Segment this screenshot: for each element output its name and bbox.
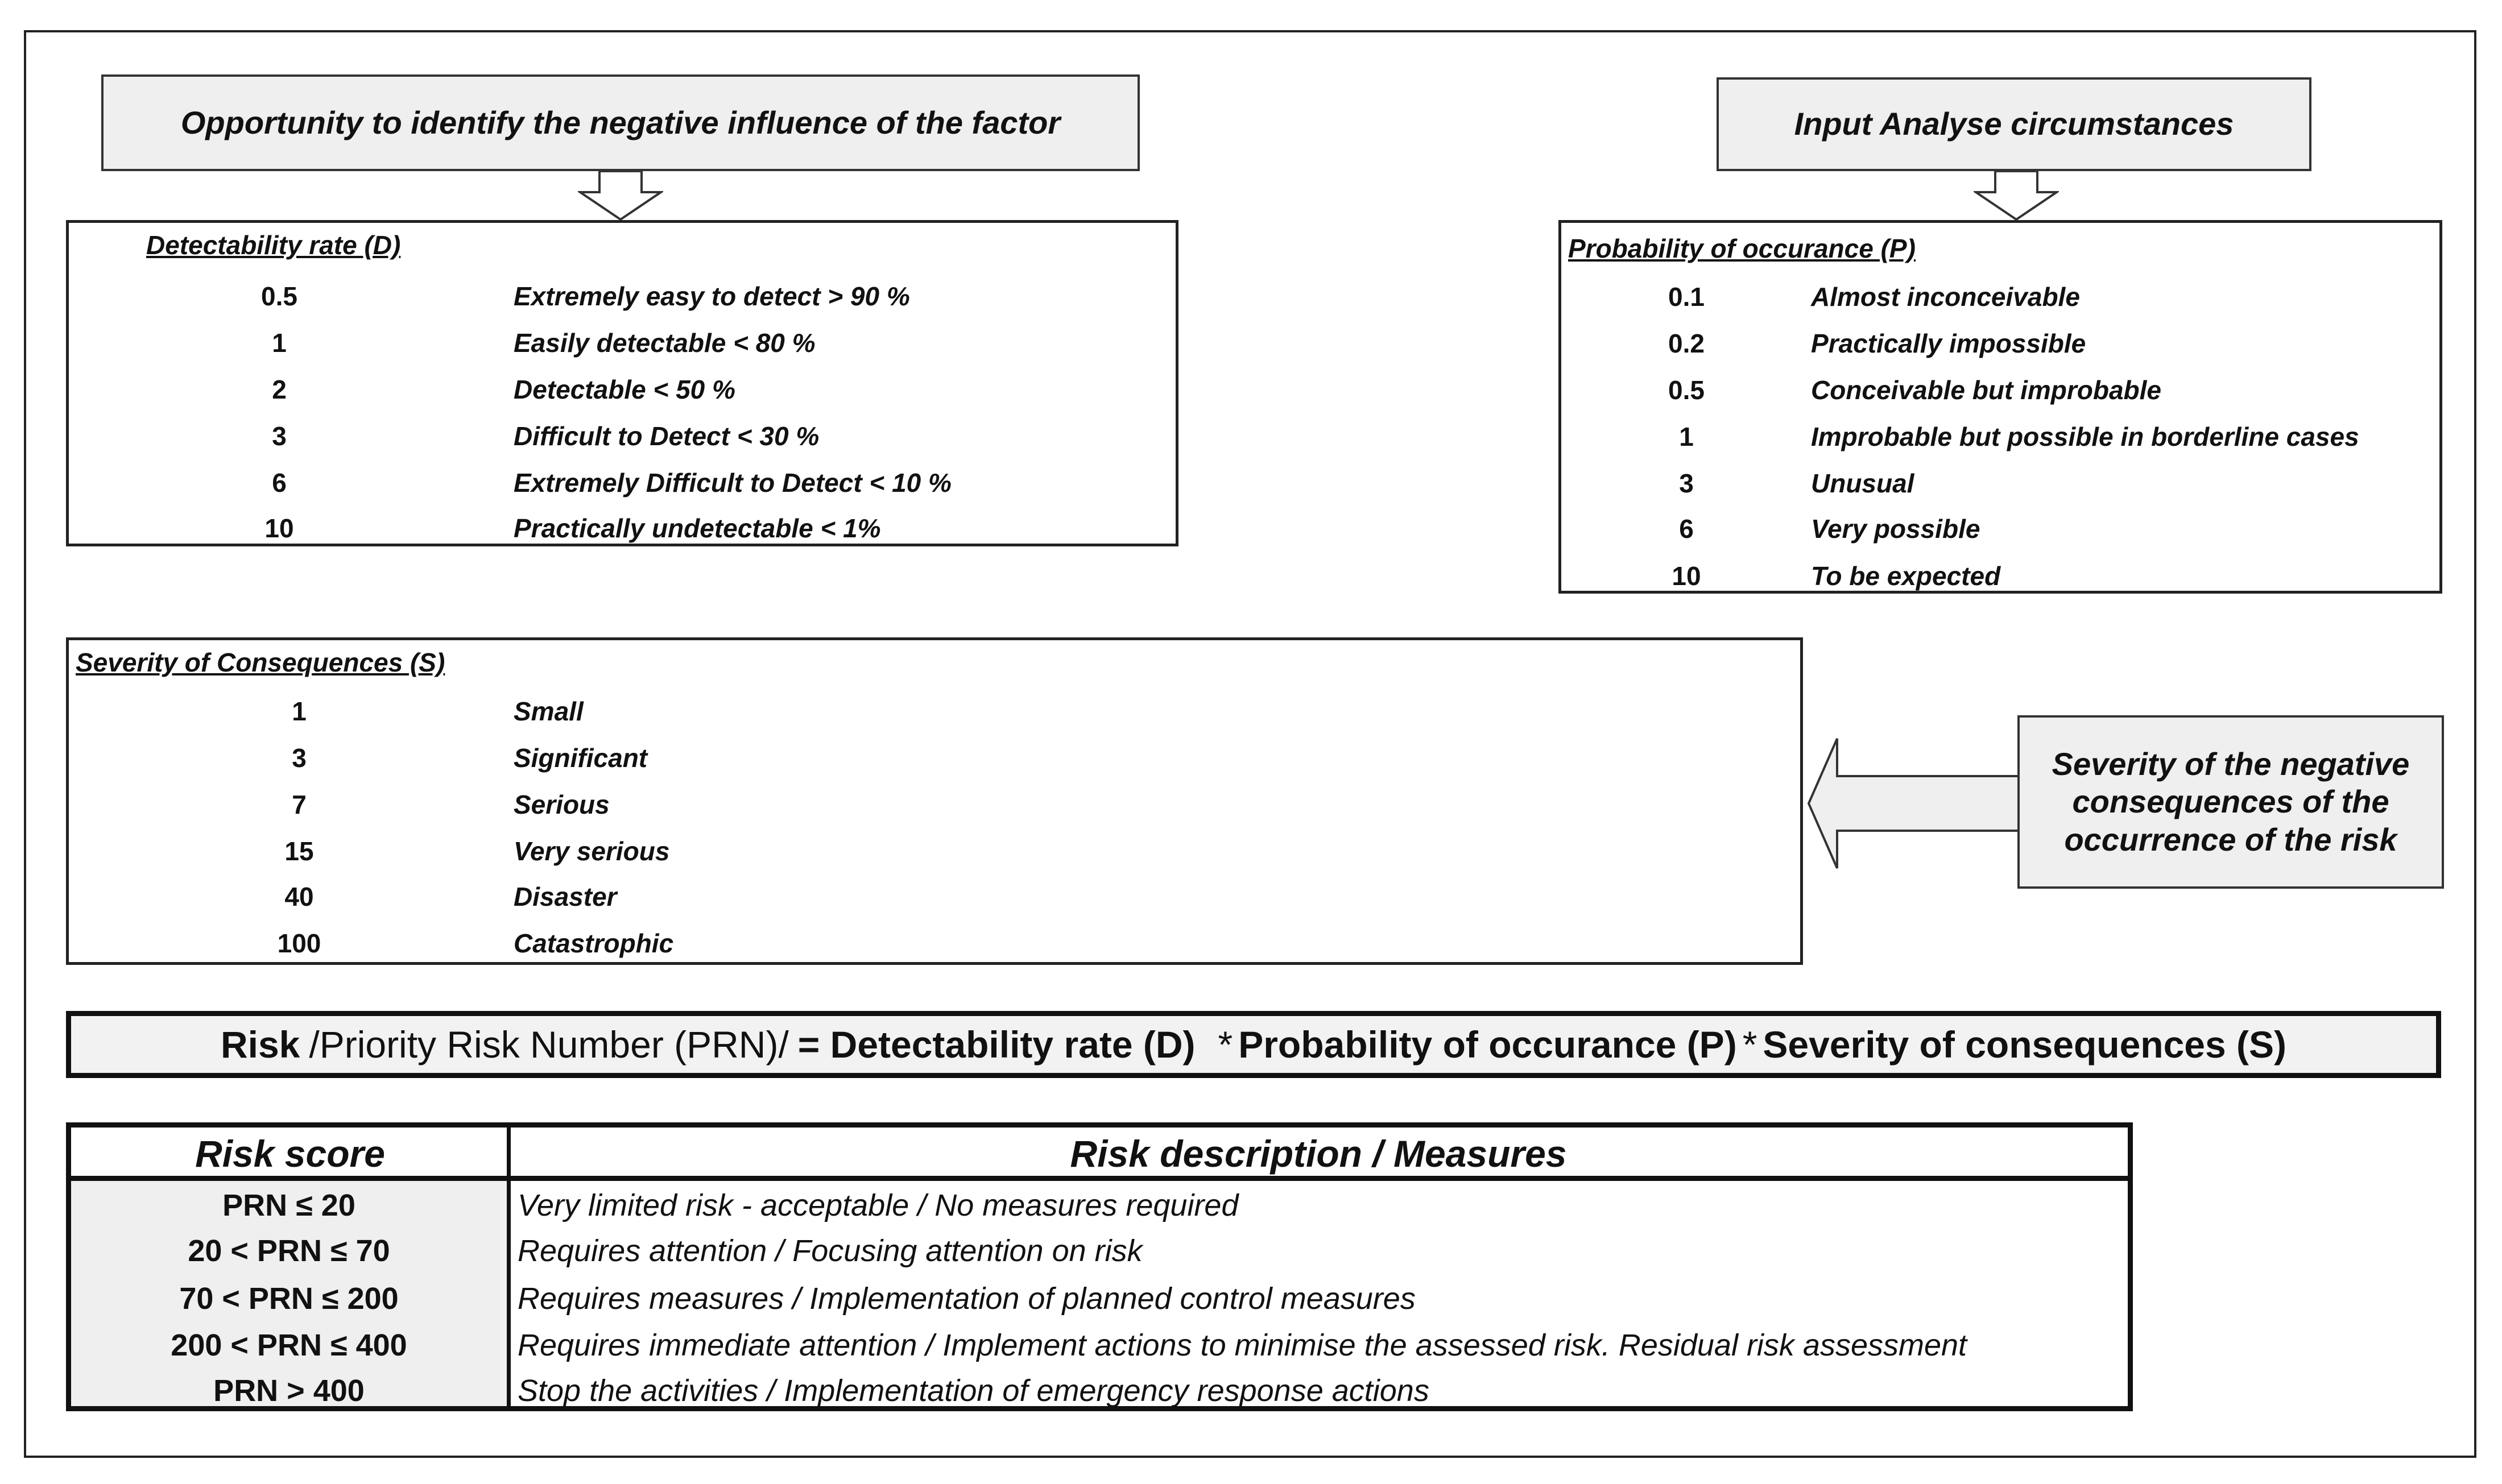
row-value: 6 — [272, 468, 287, 498]
table-row — [71, 1182, 2128, 1229]
table-row — [1561, 553, 2439, 599]
table-row — [69, 505, 1176, 552]
row-value: 100 — [277, 928, 321, 958]
severity-table — [66, 637, 1803, 965]
row-description: Practically undetectable < 1% — [514, 513, 881, 543]
row-value: 2 — [272, 375, 287, 404]
risk-score: 20 < PRN ≤ 70 — [188, 1234, 390, 1268]
row-description: Catastrophic — [514, 928, 674, 958]
detectability-input-callout: Opportunity to identify the negative influence of the factor — [101, 74, 1140, 171]
row-value: 40 — [284, 882, 314, 911]
risk-formula: Risk /Priority Risk Number (PRN)/ = Detectability rate (D) * Probability of occurance (P) * Severity of consequences (S) — [66, 1011, 2441, 1078]
table-row — [69, 688, 1800, 735]
row-description: Disaster — [514, 882, 617, 911]
row-value: 10 — [264, 513, 294, 543]
table-row — [71, 1228, 2128, 1274]
left-arrow-icon — [1806, 735, 2025, 872]
severity-title: Severity of Consequences (S) — [76, 648, 445, 677]
table-row — [71, 1275, 2128, 1322]
risk-score: 200 < PRN ≤ 400 — [171, 1328, 407, 1362]
table-row — [1561, 460, 2439, 507]
detectability-title: Detectability rate (D) — [146, 230, 401, 260]
table-row — [69, 735, 1800, 781]
row-value: 1 — [1679, 422, 1694, 451]
formula-prn: /Priority Risk Number (PRN)/ — [309, 1023, 789, 1066]
risk-measure: Very limited risk - acceptable / No measures required — [518, 1188, 1239, 1222]
row-description: To be expected — [1811, 561, 2001, 591]
row-description: Extremely easy to detect > 90 % — [514, 281, 910, 311]
row-description: Detectable < 50 % — [514, 375, 735, 404]
formula-probability: Probability of occurance (P) — [1238, 1023, 1737, 1066]
table-row — [69, 459, 1176, 506]
detectability-table — [66, 220, 1178, 546]
table-row — [1561, 505, 2439, 552]
header-risk-score: Risk score — [195, 1133, 385, 1175]
row-value: 3 — [272, 421, 287, 451]
row-value: 15 — [284, 836, 314, 866]
row-description: Improbable but possible in borderline cases — [1811, 422, 2359, 451]
row-value: 0.5 — [1668, 375, 1705, 405]
row-value: 0.5 — [261, 281, 297, 311]
risk-measure: Requires attention / Focusing attention on risk — [518, 1234, 1143, 1268]
row-description: Easily detectable < 80 % — [514, 328, 816, 358]
table-row — [1561, 273, 2439, 320]
table-row — [1561, 413, 2439, 460]
table-row — [71, 1367, 2128, 1414]
header-risk-description: Risk description / Measures — [1070, 1133, 1567, 1175]
row-description: Almost inconceivable — [1811, 282, 2080, 312]
probability-input-callout: Input Analyse circumstances — [1717, 77, 2311, 171]
risk-score: PRN > 400 — [213, 1374, 365, 1408]
row-value: 0.1 — [1668, 282, 1705, 312]
table-row — [71, 1322, 2128, 1369]
row-description: Significant — [514, 743, 648, 773]
formula-severity: Severity of consequences (S) — [1763, 1023, 2287, 1066]
row-value: 7 — [292, 790, 307, 819]
down-arrow-icon — [1974, 169, 2059, 222]
table-row — [69, 273, 1176, 320]
table-row — [69, 781, 1800, 828]
row-description: Very possible — [1811, 514, 1980, 544]
risk-score: PRN ≤ 20 — [222, 1188, 355, 1222]
row-value: 3 — [292, 743, 307, 773]
table-row — [69, 413, 1176, 459]
table-row — [69, 366, 1176, 413]
down-arrow-icon — [578, 169, 663, 222]
row-value: 6 — [1679, 514, 1694, 544]
probability-title: Probability of occurance (P) — [1568, 234, 1916, 263]
row-description: Very serious — [514, 836, 670, 866]
row-value: 0.2 — [1668, 329, 1705, 358]
row-description: Difficult to Detect < 30 % — [514, 421, 820, 451]
row-description: Unusual — [1811, 469, 1914, 498]
risk-score: 70 < PRN ≤ 200 — [179, 1282, 399, 1316]
table-row — [1561, 367, 2439, 413]
row-value: 1 — [292, 697, 307, 726]
risk-measure: Stop the activities / Implementation of emergency response actions — [518, 1374, 1429, 1408]
row-value: 10 — [1672, 561, 1701, 591]
row-value: 1 — [272, 328, 287, 358]
formula-detectability: = Detectability rate (D) — [797, 1023, 1196, 1066]
probability-table — [1558, 220, 2442, 594]
table-row — [69, 920, 1800, 967]
table-row — [69, 873, 1800, 920]
row-description: Extremely Difficult to Detect < 10 % — [514, 468, 952, 498]
row-description: Small — [514, 697, 584, 726]
table-row — [69, 828, 1800, 874]
row-description: Practically impossible — [1811, 329, 2086, 358]
row-description: Conceivable but improbable — [1811, 375, 2161, 405]
row-description: Serious — [514, 790, 610, 819]
table-header — [71, 1127, 2128, 1181]
risk-measure: Requires measures / Implementation of planned control measures — [518, 1282, 1416, 1316]
table-row — [69, 320, 1176, 366]
severity-input-callout: Severity of the negative consequences of the occurrence of the risk — [2017, 715, 2444, 889]
risk-score-table — [66, 1122, 2133, 1411]
table-row — [1561, 320, 2439, 367]
risk-measure: Requires immediate attention / Implement actions to minimise the assessed risk. Residual risk assessment — [518, 1328, 1967, 1362]
formula-risk: Risk — [220, 1023, 300, 1066]
row-value: 3 — [1679, 469, 1694, 498]
